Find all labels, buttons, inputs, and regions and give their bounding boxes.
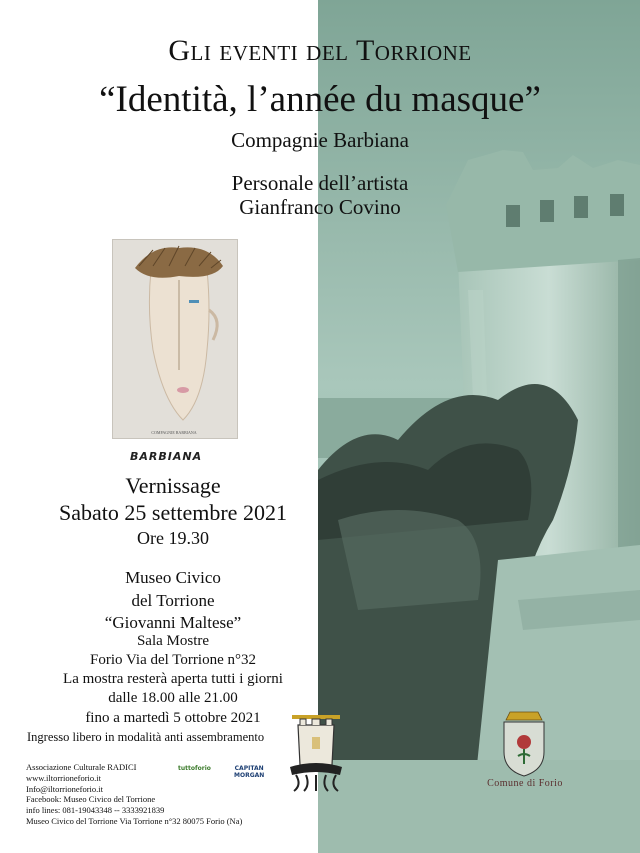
- radici-association-logo: [282, 713, 350, 793]
- artist-label: Personale dell’artista: [231, 171, 409, 195]
- footer-line: Facebook: Museo Civico del Torrione: [26, 794, 156, 805]
- event-date: Sabato 25 settembre 2021: [59, 500, 287, 525]
- barbiana-logo: BARBIANA: [130, 450, 203, 463]
- exhibition-title: “Identità, l’année du masque”: [99, 79, 541, 120]
- footer-line: Museo Civico del Torrione Via Torrione n°32 80075 Forio (Na): [26, 815, 243, 826]
- comune-crest: [498, 708, 550, 778]
- venue-line: Museo Civico: [125, 568, 221, 587]
- venue-line: Sala Mostre: [136, 633, 210, 649]
- entry-note: Ingresso libero in modalità anti assembramento: [27, 730, 265, 744]
- opening-hours-line: dalle 18.00 alle 21.00: [108, 690, 238, 706]
- event-time: Ore 19.30: [137, 528, 209, 548]
- closing-date-line: fino a martedì 5 ottobre 2021: [85, 710, 261, 726]
- sponsor-logo: tuttoforio: [178, 765, 211, 772]
- sponsor-logo: CAPITAN MORGAN: [234, 765, 265, 779]
- comune-label: Comune di Forio: [487, 778, 563, 789]
- footer-line: Info@iltorrioneforio.it: [26, 783, 103, 794]
- vernissage-label: Vernissage: [125, 473, 221, 498]
- mask-artwork-photo: [112, 239, 238, 439]
- opening-hours-line: La mostra resterà aperta tutti i giorni: [63, 671, 283, 687]
- company-name: Compagnie Barbiana: [231, 128, 409, 152]
- series-heading: Gli eventi del Torrione: [168, 34, 472, 67]
- venue-address: Forio Via del Torrione n°32: [90, 652, 256, 668]
- artwork-caption: COMPAGNIE BARBIANA: [151, 430, 197, 435]
- footer-line: Associazione Culturale RADICI: [26, 762, 137, 772]
- artist-name: Gianfranco Covino: [239, 195, 401, 219]
- footer-line: info lines: 081-19043348 -- 3333921839: [26, 805, 165, 816]
- venue-line: del Torrione: [131, 591, 215, 610]
- footer-line: www.iltorrioneforio.it: [26, 772, 101, 783]
- venue-line: “Giovanni Maltese”: [104, 613, 242, 632]
